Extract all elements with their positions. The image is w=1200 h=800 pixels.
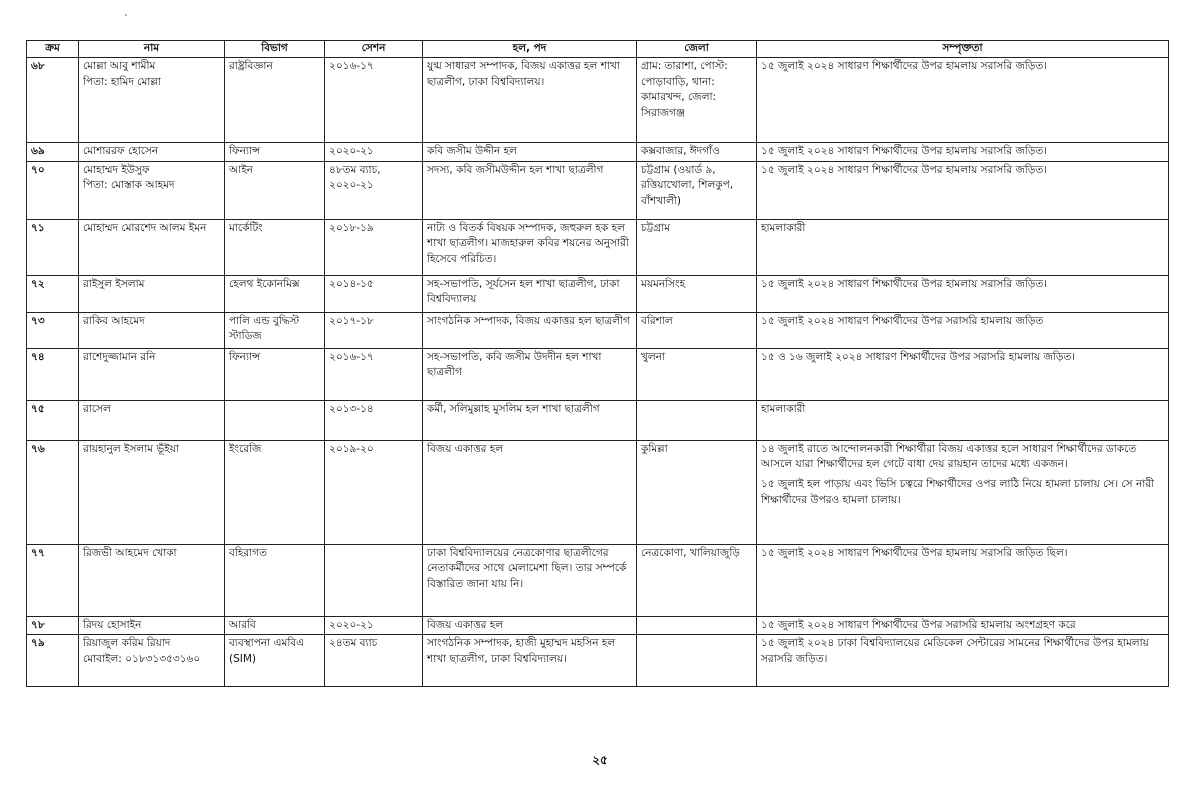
cell-serial: ৭৭ xyxy=(27,544,79,616)
cell-hall-post: কবি জসীম উদ্দীন হল xyxy=(423,142,637,161)
header-hall-post: হল, পদ xyxy=(423,41,637,58)
cell-serial: ৭৯ xyxy=(27,635,79,687)
cell-name xyxy=(79,57,225,142)
cell-serial: ৬৮ xyxy=(27,57,79,142)
cell-involvement: ১৫ জুলাই ২০২৪ সাধারণ শিক্ষার্থীদের উপর সরাসরি হামলায় জড়িত xyxy=(757,312,1169,348)
table-header-row xyxy=(27,41,1169,58)
table-row xyxy=(27,275,1169,312)
cell-serial: ৭৪ xyxy=(27,348,79,400)
cell-serial: ৭৮ xyxy=(27,616,79,635)
table-row xyxy=(27,219,1169,275)
cell-session: ২০২০-২১ xyxy=(325,616,423,635)
cell-name xyxy=(79,161,225,219)
cell-serial: ৭৫ xyxy=(27,400,79,440)
cell-involvement: ১৫ জুলাই ২০২৪ সাধারণ শিক্ষার্থীদের উপর হামলায় সরাসরি জড়িত। xyxy=(757,161,1169,219)
cell-name: মোহাম্মদ মোরশেদ আলম ইমন xyxy=(79,219,225,275)
cell-district: নেত্রকোণা, খালিয়াজুড়ি xyxy=(637,544,757,616)
cell-district: খুলনা xyxy=(637,348,757,400)
cell-district xyxy=(637,616,757,635)
header-name: নাম xyxy=(79,41,225,58)
cell-session: ২০১৭-১৮ xyxy=(325,312,423,348)
cell-involvement: ১৫ জুলাই ২০২৪ সাধারণ শিক্ষার্থীদের উপর হামলায় সরাসরি জড়িত। xyxy=(757,57,1169,142)
header-serial: ক্রম xyxy=(27,41,79,58)
cell-hall-post: সাংগঠনিক সম্পাদক, হাজী মুহাম্মদ মহসিন হল শাখা ছাত্রলীগ, ঢাকা বিশ্ববিদ্যালয়। xyxy=(423,635,637,687)
cell-name: রিদয় হোসাইন xyxy=(79,616,225,635)
cell-department: পালি এন্ড বুদ্ধিস্ট স্টাডিজ xyxy=(225,312,325,348)
cell-session: ২০১৮-১৯ xyxy=(325,219,423,275)
cell-department: বহিরাগত xyxy=(225,544,325,616)
cell-department: ইংরেজি xyxy=(225,440,325,544)
cell-hall-post: সাংগঠনিক সম্পাদক, বিজয় একাত্তর হল ছাত্রলীগ xyxy=(423,312,637,348)
cell-district: গ্রাম: তারাশা, পোস্ট: পোড়াবাড়ি, থানা: কামারখন্দ, জেলা: সিরাজগঞ্জ xyxy=(637,57,757,142)
table-row xyxy=(27,312,1169,348)
table-row xyxy=(27,400,1169,440)
person-name: রিয়াজুল করিম রিয়াদ xyxy=(83,637,171,650)
cell-session: ২০১৯-২০ xyxy=(325,440,423,544)
cell-department: হেলথ ইকোনমিক্স xyxy=(225,275,325,312)
cell-hall-post: সদস্য, কবি জসীমউদ্দীন হল শাখা ছাত্রলীগ xyxy=(423,161,637,219)
cell-hall-post: যুগ্ম সাধারণ সম্পাদক, বিজয় একাত্তর হল শাখা ছাত্রলীগ, ঢাকা বিশ্ববিদ্যালয়। xyxy=(423,57,637,142)
cell-district xyxy=(637,400,757,440)
cell-district: কুমিল্লা xyxy=(637,440,757,544)
person-mobile: মোবাইল: ০১৮৩১৩৫৩১৬০ xyxy=(83,653,201,665)
cell-serial: ৭২ xyxy=(27,275,79,312)
cell-involvement: ১৫ ও ১৬ জুলাই ২০২৪ সাধারণ শিক্ষার্থীদের উপর সরাসরি হামলায় জড়িত। xyxy=(757,348,1169,400)
table-row xyxy=(27,544,1169,616)
cell-involvement: হামলাকারী xyxy=(757,400,1169,440)
cell-hall-post: কর্মী, সলিমুল্লাহ মুসলিম হল শাখা ছাত্রলীগ xyxy=(423,400,637,440)
person-name: মোহাম্মদ ইউসুফ xyxy=(83,163,150,176)
cell-department: আইন xyxy=(225,161,325,219)
table-row xyxy=(27,57,1169,142)
table-row xyxy=(27,635,1169,687)
cell-department: আরবি xyxy=(225,616,325,635)
person-name: মোল্লা আবু শামীম xyxy=(83,59,156,72)
cell-session xyxy=(325,544,423,616)
cell-involvement: হামলাকারী xyxy=(757,219,1169,275)
table-row xyxy=(27,161,1169,219)
cell-name xyxy=(79,635,225,687)
cell-session: ২০২০-২১ xyxy=(325,142,423,161)
cell-department: রাষ্ট্রবিজ্ঞান xyxy=(225,57,325,142)
cell-serial: ৭৬ xyxy=(27,440,79,544)
cell-serial: ৭৩ xyxy=(27,312,79,348)
involvement-paragraph-2: ১৫ জুলাই হল পাড়ায় এবং ভিসি চত্বরে শিক্ষার্থীদের ওপর লাঠি নিয়ে হামলা চালায় সে। সে নারী শিক্ষার্থীদের উপরও হামলা চালায়। xyxy=(761,478,1155,506)
cell-district: ময়মনসিংহ xyxy=(637,275,757,312)
header-department: বিভাগ xyxy=(225,41,325,58)
header-involvement: সম্পৃক্ততা xyxy=(757,41,1169,58)
cell-serial: ৬৯ xyxy=(27,142,79,161)
cell-involvement: ১৫ জুলাই ২০২৪ সাধারণ শিক্ষার্থীদের উপর হামলায় সরাসরি জড়িত। xyxy=(757,142,1169,161)
cell-hall-post: সহ-সভাপতি, সূর্যসেন হল শাখা ছাত্রলীগ, ঢাকা বিশ্ববিদ্যালয় xyxy=(423,275,637,312)
person-father: পিতা: মোস্তাক আহমদ xyxy=(83,179,175,192)
table-row xyxy=(27,348,1169,400)
cell-session: ২০১৬-১৭ xyxy=(325,348,423,400)
table-row xyxy=(27,142,1169,161)
cell-hall-post: ঢাকা বিশ্ববিদ্যালয়ের নেত্রকোণার ছাত্রলীগের নেতাকর্মীদের সাথে মেলামেশা ছিল। তার সম্পর্কে বিস্তারিত জানা যায় নি। xyxy=(423,544,637,616)
page-number: ২৫ xyxy=(592,753,608,767)
cell-session: ২০১৩-১৪ xyxy=(325,400,423,440)
cell-department: ফিন্যান্স xyxy=(225,348,325,400)
cell-department: মার্কেটিং xyxy=(225,219,325,275)
cell-name: রাশেদুজ্জামান রনি xyxy=(79,348,225,400)
cell-name: রায়হানুল ইসলাম ভূঁইয়া xyxy=(79,440,225,544)
table-row xyxy=(27,616,1169,635)
cell-district: বরিশাল xyxy=(637,312,757,348)
cell-name: মোশাররফ হোসেন xyxy=(79,142,225,161)
cell-hall-post: বিজয় একাত্তর হল xyxy=(423,440,637,544)
cell-department xyxy=(225,400,325,440)
cell-session: ২৪তম ব্যাচ xyxy=(325,635,423,687)
cell-involvement: ১৫ জুলাই ২০২৪ সাধারণ শিক্ষার্থীদের উপর হামলায় সরাসরি জড়িত ছিল। xyxy=(757,544,1169,616)
cell-name: রাইসুল ইসলাম xyxy=(79,275,225,312)
cell-name: রাসেল xyxy=(79,400,225,440)
accused-list-table xyxy=(26,40,1169,687)
cell-session: ৪৮তম ব্যাচ, ২০২০-২১ xyxy=(325,161,423,219)
cell-district xyxy=(637,635,757,687)
cell-hall-post: নাট্য ও বিতর্ক বিষয়ক সম্পাদক, জহুরুল হক হল শাখা ছাত্রলীগ। মাজহারুল কবির শয়নের অনুসারী হিসেবে পরিচিত। xyxy=(423,219,637,275)
cell-serial: ৭০ xyxy=(27,161,79,219)
cell-department: ফিন্যান্স xyxy=(225,142,325,161)
cell-involvement xyxy=(757,440,1169,544)
cell-hall-post: বিজয় একাত্তর হল xyxy=(423,616,637,635)
cell-serial: ৭১ xyxy=(27,219,79,275)
cell-district: চট্টগ্রাম (ওয়ার্ড ৯, রত্তিয়াখোলা, শিলকুপ, বাঁশখালী) xyxy=(637,161,757,219)
cell-district: চট্টগ্রাম xyxy=(637,219,757,275)
involvement-paragraph-1: ১৪ জুলাই রাতে আন্দোলনকারী শিক্ষার্থীরা বিজয় একাত্তর হলে সাধারণ শিক্ষার্থীদের ডাকতে আসলে যারা শিক্ষার্থীদের হল গেটে বাধা দেয় রায়হান তাদের মধ্যে একজন। xyxy=(761,442,1137,471)
cell-name: রাকিব আহমেদ xyxy=(79,312,225,348)
header-district: জেলা xyxy=(637,41,757,58)
cell-involvement: ১৫ জুলাই ২০২৪ সাধারণ শিক্ষার্থীদের উপর সরাসরি হামলায় অংশগ্রহণ করে xyxy=(757,616,1169,635)
cell-name: রিজভী আহমেদ খোকা xyxy=(79,544,225,616)
cell-hall-post: সহ-সভাপতি, কবি জসীম উদদীন হল শাখা ছাত্রলীগ xyxy=(423,348,637,400)
cell-district: কক্সবাজার, ঈদগাঁও xyxy=(637,142,757,161)
cell-involvement: ১৫ জুলাই ২০২৪ ঢাকা বিশ্ববিদ্যালয়ের মেডিকেল সেন্টারের সামনের শিক্ষার্থীদের উপর হামলায় সরাসরি জড়িত। xyxy=(757,635,1169,687)
header-session: সেশন xyxy=(325,41,423,58)
cell-involvement: ১৫ জুলাই ২০২৪ সাধারণ শিক্ষার্থীদের উপর হামলায় সরাসরি জড়িত। xyxy=(757,275,1169,312)
cell-department: ব্যবস্থাপনা এমবিএ (SIM) xyxy=(225,635,325,687)
person-father: পিতা: হামিদ মোল্লা xyxy=(83,75,161,88)
page-mark xyxy=(125,14,127,16)
cell-session: ২০১৪-১৫ xyxy=(325,275,423,312)
table-row xyxy=(27,440,1169,544)
cell-session: ২০১৬-১৭ xyxy=(325,57,423,142)
